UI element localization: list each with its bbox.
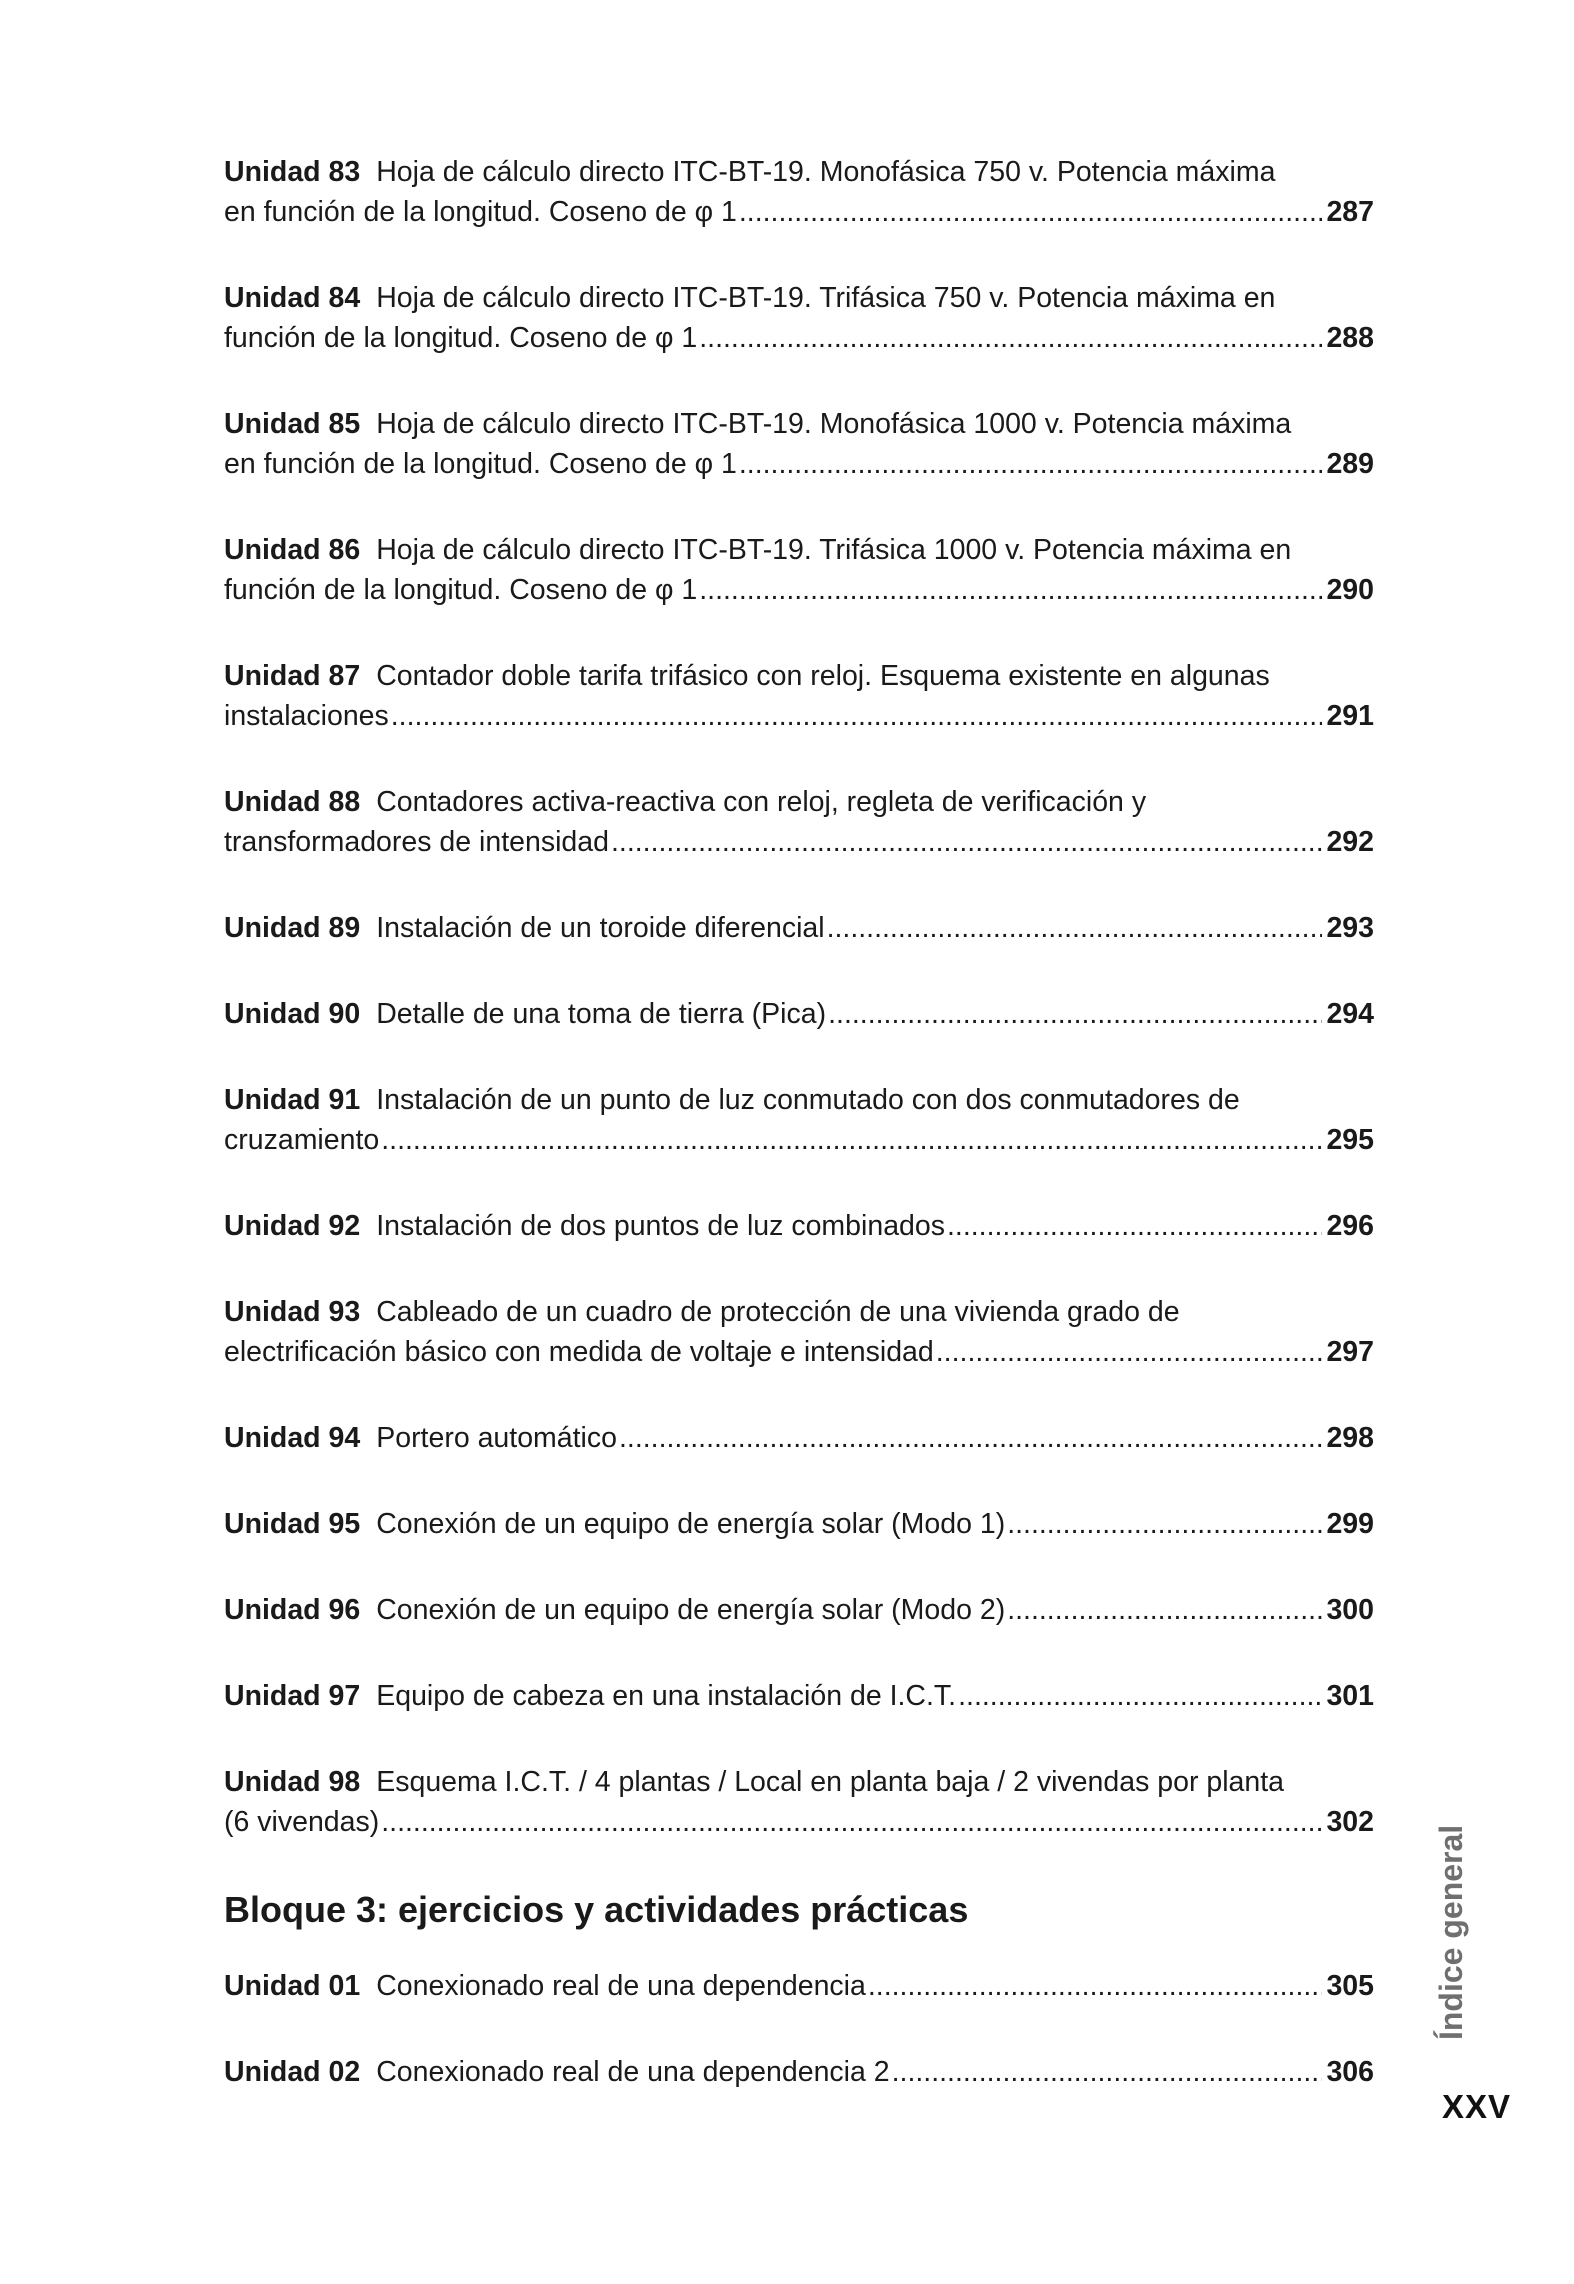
toc-entry[interactable] bbox=[224, 1206, 1374, 1246]
unit-number: Unidad 86 bbox=[224, 534, 361, 566]
page-reference: 291 bbox=[1326, 700, 1374, 732]
entry-title-line-final bbox=[224, 1966, 1374, 2006]
entry-title-text: Hoja de cálculo directo ITC-BT-19. Monofásica 1000 v. Potencia máxima bbox=[376, 408, 1292, 440]
unit-number: Unidad 90 bbox=[224, 998, 361, 1030]
entry-title-text: Esquema I.C.T. / 4 plantas / Local en planta baja / 2 vivendas por planta bbox=[376, 1766, 1285, 1798]
entry-title-text: Conexión de un equipo de energía solar (Modo 2) bbox=[376, 1594, 1006, 1626]
unit-number: Unidad 83 bbox=[224, 156, 361, 188]
page-reference: 297 bbox=[1326, 1336, 1374, 1368]
dot-leader bbox=[611, 822, 1322, 862]
entry-title-line-final bbox=[224, 1206, 1374, 1246]
unit-number: Unidad 87 bbox=[224, 660, 361, 692]
dot-leader bbox=[381, 1802, 1322, 1842]
entry-title-line-final bbox=[224, 1332, 1374, 1372]
entry-title-line-1 bbox=[224, 530, 1374, 570]
page-reference: 299 bbox=[1326, 1508, 1374, 1540]
entry-title-line-final bbox=[224, 1418, 1374, 1458]
toc-entry[interactable] bbox=[224, 404, 1374, 484]
entry-title-line-1 bbox=[224, 1292, 1374, 1332]
entry-title-text: Cableado de un cuadro de protección de una vivienda grado de bbox=[376, 1296, 1180, 1328]
dot-leader bbox=[739, 444, 1323, 484]
entry-title-text: Instalación de un toroide diferencial bbox=[376, 912, 825, 944]
unit-number: Unidad 94 bbox=[224, 1422, 361, 1454]
toc-entry[interactable] bbox=[224, 1676, 1374, 1716]
unit-number: Unidad 01 bbox=[224, 1970, 361, 2002]
entry-title-text: cruzamiento bbox=[224, 1124, 380, 1156]
page-reference: 289 bbox=[1326, 448, 1374, 480]
entry-title-text: Hoja de cálculo directo ITC-BT-19. Trifásica 1000 v. Potencia máxima en bbox=[376, 534, 1292, 566]
page-reference: 293 bbox=[1326, 912, 1374, 944]
dot-leader bbox=[827, 908, 1323, 948]
unit-number: Unidad 84 bbox=[224, 282, 361, 314]
toc-entry[interactable] bbox=[224, 2052, 1374, 2092]
entry-title-line-final bbox=[224, 192, 1374, 232]
dot-leader bbox=[892, 2052, 1323, 2092]
toc-entry[interactable] bbox=[224, 1292, 1374, 1372]
dot-leader bbox=[1007, 1504, 1322, 1544]
entry-title-text: Conexión de un equipo de energía solar (Modo 1) bbox=[376, 1508, 1006, 1540]
block-3-heading: Bloque 3: ejercicios y actividades prácticas bbox=[224, 1889, 969, 1930]
toc-entry[interactable] bbox=[224, 278, 1374, 358]
entry-title-text: Portero automático bbox=[376, 1422, 617, 1454]
dot-leader bbox=[699, 570, 1322, 610]
page-reference: 301 bbox=[1326, 1680, 1374, 1712]
entry-title-line-final bbox=[224, 994, 1374, 1034]
toc-entry[interactable] bbox=[224, 152, 1374, 232]
dot-leader bbox=[1007, 1590, 1322, 1630]
page-reference: 302 bbox=[1326, 1806, 1374, 1838]
page-reference: 295 bbox=[1326, 1124, 1374, 1156]
page-reference: 305 bbox=[1326, 1970, 1374, 2002]
entry-title-line-final bbox=[224, 822, 1374, 862]
entry-title-line-1 bbox=[224, 404, 1374, 444]
page-reference: 290 bbox=[1326, 574, 1374, 606]
entry-title-line-final bbox=[224, 444, 1374, 484]
dot-leader bbox=[958, 1676, 1322, 1716]
dot-leader bbox=[619, 1418, 1322, 1458]
entry-title-line-1 bbox=[224, 278, 1374, 318]
page-reference: 300 bbox=[1326, 1594, 1374, 1626]
entry-title-text: electrificación básico con medida de voltaje e intensidad bbox=[224, 1336, 934, 1368]
entry-title-line-final bbox=[224, 2052, 1374, 2092]
toc-entry[interactable] bbox=[224, 1418, 1374, 1458]
entry-title-text: Hoja de cálculo directo ITC-BT-19. Monofásica 750 v. Potencia máxima bbox=[376, 156, 1276, 188]
entry-title-line-1 bbox=[224, 1080, 1374, 1120]
unit-number: Unidad 02 bbox=[224, 2056, 361, 2088]
entry-title-line-final bbox=[224, 1802, 1374, 1842]
entry-title-line-1 bbox=[224, 152, 1374, 192]
table-of-contents bbox=[224, 152, 1374, 2138]
entry-title-text: función de la longitud. Coseno de φ 1 bbox=[224, 574, 698, 606]
page-reference: 292 bbox=[1326, 826, 1374, 858]
unit-number: Unidad 95 bbox=[224, 1508, 361, 1540]
entry-title-text: Equipo de cabeza en una instalación de I.C.T. bbox=[376, 1680, 957, 1712]
entry-title-text: Hoja de cálculo directo ITC-BT-19. Trifásica 750 v. Potencia máxima en bbox=[376, 282, 1276, 314]
dot-leader bbox=[739, 192, 1323, 232]
entry-title-text: Instalación de un punto de luz conmutado con dos conmutadores de bbox=[376, 1084, 1240, 1116]
toc-entry[interactable] bbox=[224, 782, 1374, 862]
unit-number: Unidad 85 bbox=[224, 408, 361, 440]
entry-title-text: Detalle de una toma de tierra (Pica) bbox=[376, 998, 827, 1030]
dot-leader bbox=[381, 1120, 1322, 1160]
entry-title-line-final bbox=[224, 570, 1374, 610]
toc-entry[interactable] bbox=[224, 1504, 1374, 1544]
entry-title-text: Conexionado real de una dependencia bbox=[376, 1970, 866, 2002]
entry-title-text: función de la longitud. Coseno de φ 1 bbox=[224, 322, 698, 354]
dot-leader bbox=[936, 1332, 1323, 1372]
unit-number: Unidad 91 bbox=[224, 1084, 361, 1116]
entry-title-text: en función de la longitud. Coseno de φ 1 bbox=[224, 448, 737, 480]
entry-title-line-1 bbox=[224, 782, 1374, 822]
toc-entry[interactable] bbox=[224, 1590, 1374, 1630]
entry-title-line-final bbox=[224, 1120, 1374, 1160]
side-label-text: Índice general bbox=[1433, 1824, 1469, 2040]
entry-title-text: en función de la longitud. Coseno de φ 1 bbox=[224, 196, 737, 228]
entry-title-line-final bbox=[224, 1676, 1374, 1716]
page-number: XXV bbox=[1442, 2088, 1512, 2125]
entry-title-line-1 bbox=[224, 656, 1374, 696]
toc-list-block-3 bbox=[224, 1966, 1374, 2092]
unit-number: Unidad 97 bbox=[224, 1680, 361, 1712]
dot-leader bbox=[947, 1206, 1322, 1246]
unit-number: Unidad 92 bbox=[224, 1210, 361, 1242]
entry-title-line-final bbox=[224, 1504, 1374, 1544]
page-reference: 288 bbox=[1326, 322, 1374, 354]
dot-leader bbox=[699, 318, 1322, 358]
entry-title-text: transformadores de intensidad bbox=[224, 826, 609, 858]
toc-entry[interactable] bbox=[224, 1966, 1374, 2006]
entry-title-text: instalaciones bbox=[224, 700, 389, 732]
page-reference: 296 bbox=[1326, 1210, 1374, 1242]
entry-title-line-final bbox=[224, 318, 1374, 358]
unit-number: Unidad 89 bbox=[224, 912, 361, 944]
entry-title-text: (6 vivendas) bbox=[224, 1806, 380, 1838]
toc-entry[interactable] bbox=[224, 656, 1374, 736]
unit-number: Unidad 88 bbox=[224, 786, 361, 818]
dot-leader bbox=[391, 696, 1323, 736]
entry-title-line-final bbox=[224, 1590, 1374, 1630]
entry-title-text: Contadores activa-reactiva con reloj, regleta de verificación y bbox=[376, 786, 1147, 818]
page-reference: 306 bbox=[1326, 2056, 1374, 2088]
entry-title-text: Conexionado real de una dependencia 2 bbox=[376, 2056, 890, 2088]
unit-number: Unidad 96 bbox=[224, 1594, 361, 1626]
dot-leader bbox=[868, 1966, 1323, 2006]
entry-title-line-1 bbox=[224, 1762, 1374, 1802]
entry-title-text: Instalación de dos puntos de luz combinados bbox=[376, 1210, 945, 1242]
page-reference: 298 bbox=[1326, 1422, 1374, 1454]
toc-entry[interactable] bbox=[224, 1080, 1374, 1160]
page-reference: 287 bbox=[1326, 196, 1374, 228]
unit-number: Unidad 93 bbox=[224, 1296, 361, 1328]
toc-entry[interactable] bbox=[224, 530, 1374, 610]
entry-title-text: Contador doble tarifa trifásico con reloj. Esquema existente en algunas bbox=[376, 660, 1270, 692]
entry-title-line-final bbox=[224, 908, 1374, 948]
toc-list-block-2 bbox=[224, 152, 1374, 1842]
toc-entry[interactable] bbox=[224, 994, 1374, 1034]
toc-entry[interactable] bbox=[224, 908, 1374, 948]
unit-number: Unidad 98 bbox=[224, 1766, 361, 1798]
toc-entry[interactable] bbox=[224, 1762, 1374, 1842]
page-reference: 294 bbox=[1326, 998, 1374, 1030]
dot-leader bbox=[828, 994, 1322, 1034]
entry-title-line-final bbox=[224, 696, 1374, 736]
